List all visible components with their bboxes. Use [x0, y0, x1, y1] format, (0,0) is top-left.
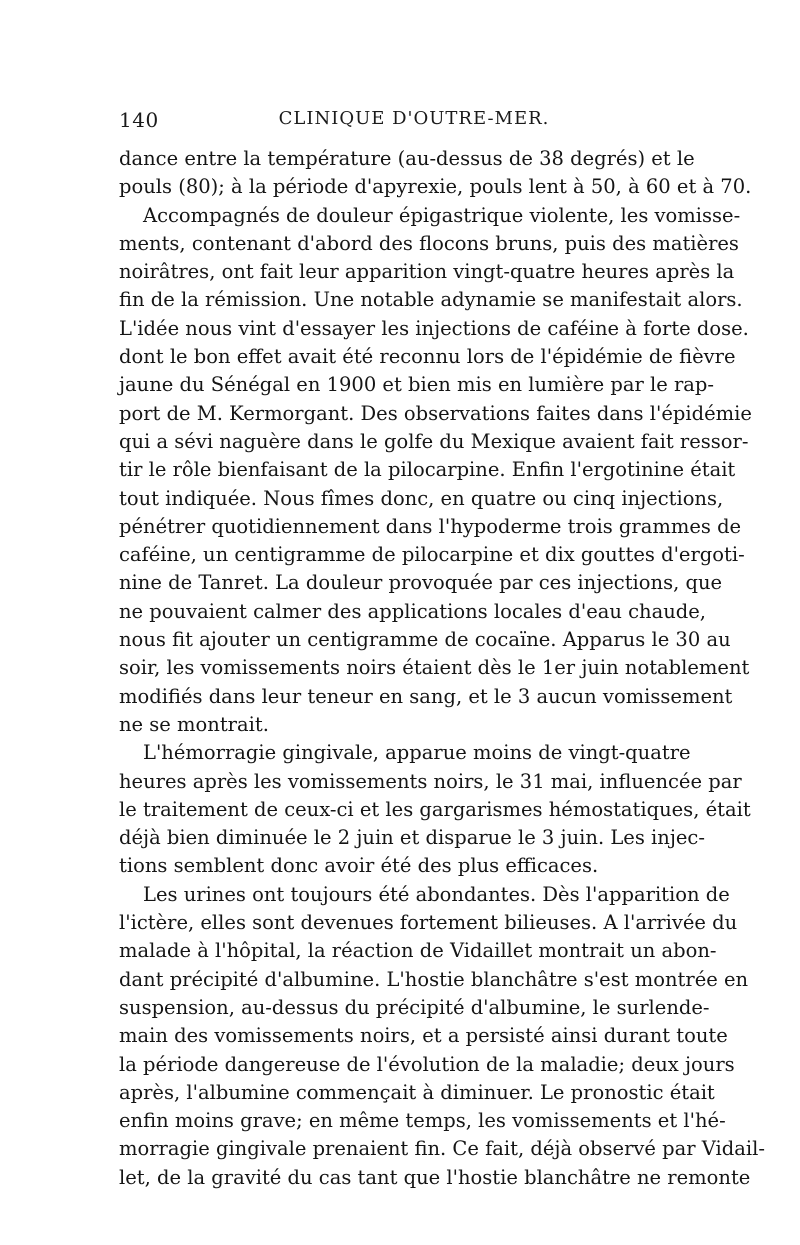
body-text: [119, 145, 765, 1192]
text-line: tout indiquée. Nous fîmes donc, en quatre ou cinq injections,: [119, 486, 724, 510]
text-line: heures après les vomissements noirs, le 31 mai, influencée par: [119, 769, 742, 793]
text-line: déjà bien diminuée le 2 juin et disparue le 3 juin. Les injec-: [119, 826, 705, 850]
text-line: jaune du Sénégal en 1900 et bien mis en lumière par le rap-: [119, 373, 714, 397]
running-head: CLINIQUE D'OUTRE-MER.: [278, 108, 550, 129]
text-line: enfin moins grave; en même temps, les vomissements et l'hé-: [119, 1109, 726, 1133]
text-line: modifiés dans leur teneur en sang, et le 3 aucun vomissement: [119, 684, 733, 708]
text-line: ne se montrait.: [119, 712, 269, 736]
text-line: nine de Tanret. La douleur provoquée par ces injections, que: [119, 571, 723, 595]
text-line: l'ictère, elles sont devenues fortement bilieuses. A l'arrivée du: [119, 911, 738, 935]
text-line: pénétrer quotidiennement dans l'hypoderme trois grammes de: [119, 514, 742, 538]
text-line: dant précipité d'albumine. L'hostie blanchâtre s'est montrée en: [119, 967, 749, 991]
text-line: let, de la gravité du cas tant que l'hostie blanchâtre ne remonte: [119, 1165, 751, 1189]
text-line: soir, les vomissements noirs étaient dès le 1er juin notablement: [119, 656, 750, 680]
text-line: main des vomissements noirs, et a persisté ainsi durant toute: [119, 1024, 728, 1048]
text-line: L'idée nous vint d'essayer les injections de caféine à forte dose.: [119, 316, 749, 340]
text-line: tir le rôle bienfaisant de la pilocarpine. Enfin l'ergotinine était: [119, 458, 736, 482]
text-line: Accompagnés de douleur épigastrique violente, les vomisse-: [143, 203, 741, 227]
text-line: morragie gingivale prenaient fin. Ce fait, déjà observé par Vidail-: [119, 1137, 765, 1161]
text-line: nous fit ajouter un centigramme de cocaïne. Apparus le 30 au: [119, 628, 731, 652]
text-line: suspension, au-dessus du précipité d'albumine, le surlende-: [119, 995, 710, 1019]
text-line: après, l'albumine commençait à diminuer. Le pronostic était: [119, 1080, 715, 1104]
text-line: qui a sévi naguère dans le golfe du Mexique avaient fait ressor-: [119, 429, 749, 453]
page-number: 140: [119, 108, 159, 132]
page-header: [119, 108, 679, 138]
text-line: le traitement de ceux-ci et les gargarismes hémostatiques, était: [119, 797, 751, 821]
text-line: dance entre la température (au-dessus de 38 degrés) et le: [119, 147, 695, 170]
text-line: la période dangereuse de l'évolution de la maladie; deux jours: [119, 1052, 735, 1076]
text-line: dont le bon effet avait été reconnu lors de l'épidémie de fièvre: [119, 345, 736, 369]
text-line: pouls (80); à la période d'apyrexie, pouls lent à 50, à 60 et à 70.: [119, 175, 752, 199]
text-line: caféine, un centigramme de pilocarpine et dix gouttes d'ergoti-: [119, 543, 745, 567]
text-line: ne pouvaient calmer des applications locales d'eau chaude,: [119, 599, 706, 623]
text-line: malade à l'hôpital, la réaction de Vidaillet montrait un abon-: [119, 939, 717, 963]
text-line: tions semblent donc avoir été des plus efficaces.: [119, 854, 599, 878]
text-line: noirâtres, ont fait leur apparition vingt-quatre heures après la: [119, 260, 735, 284]
text-line: ments, contenant d'abord des flocons bruns, puis des matières: [119, 231, 739, 255]
text-line: Les urines ont toujours été abondantes. Dès l'apparition de: [143, 882, 730, 906]
text-line: fin de la rémission. Une notable adynamie se manifestait alors.: [119, 288, 743, 312]
text-line: port de M. Kermorgant. Des observations faites dans l'épidémie: [119, 401, 752, 425]
text-line: L'hémorragie gingivale, apparue moins de vingt-quatre: [143, 741, 691, 765]
